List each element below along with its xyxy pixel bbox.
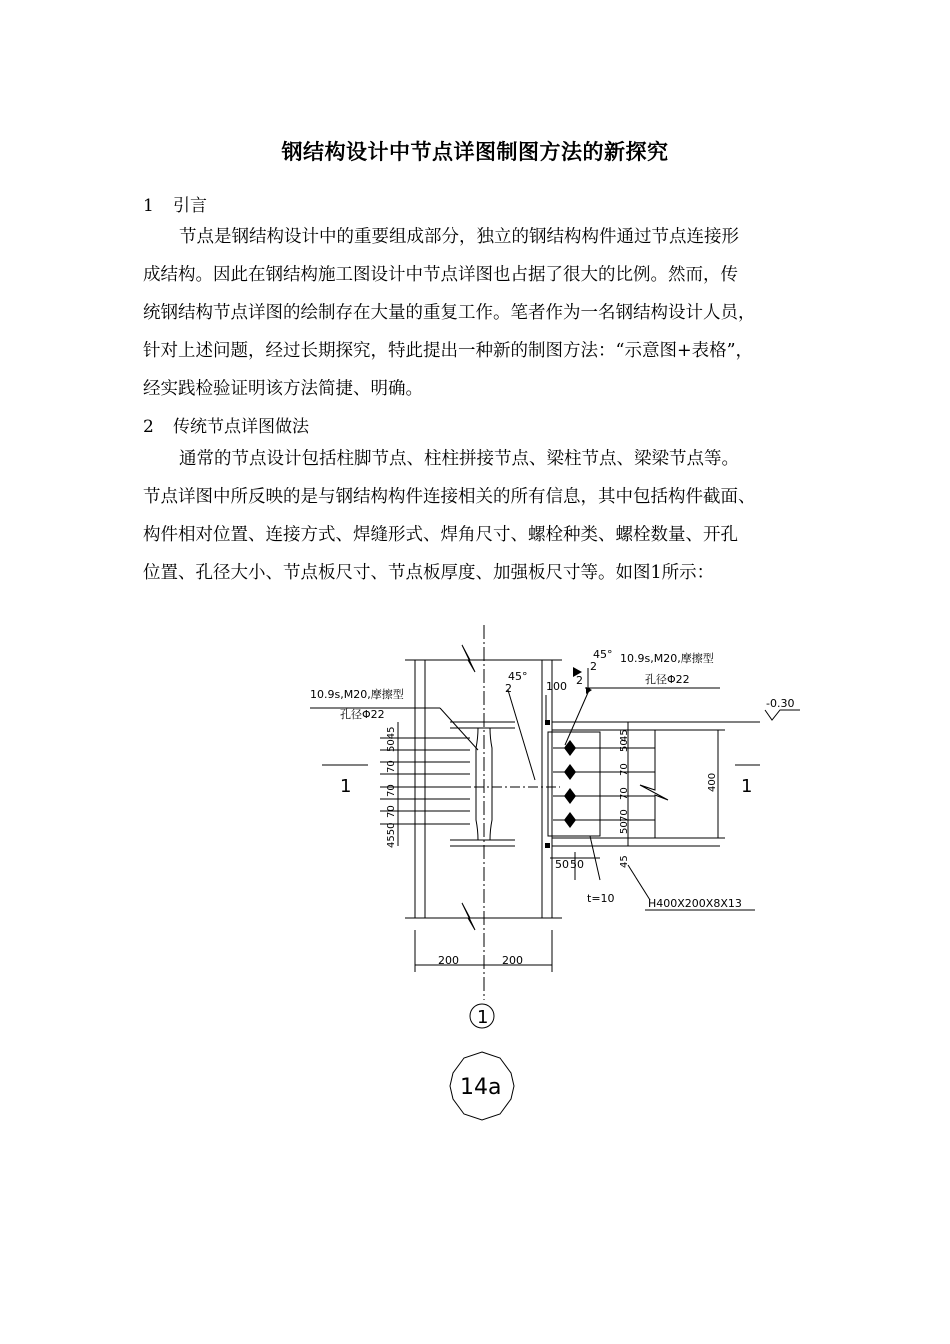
section-number: 1	[143, 196, 154, 216]
dim-200b: 200	[502, 954, 523, 967]
paragraph-line: 针对上述问题，经过长期探究，特此提出一种新的制图方法：“示意图+表格”，	[143, 341, 754, 361]
dim-200a: 200	[438, 954, 459, 967]
section-mark-left: 1	[340, 776, 352, 797]
dim-right-50b: 50	[619, 821, 630, 834]
weld-angle-2: 45°	[593, 648, 613, 661]
bolt-note-right: 10.9s,M20,摩擦型	[620, 652, 714, 665]
bolt-symbols	[564, 740, 576, 828]
dim-4550: 4550	[386, 822, 397, 848]
weld-mark-icon	[545, 720, 550, 725]
weld-size-2: 2	[590, 660, 597, 673]
dim-right-45-bot: 45	[619, 855, 630, 868]
section-title: 引言	[173, 196, 207, 216]
axis-label: 1	[477, 1007, 489, 1028]
paragraph-line: 构件相对位置、连接方式、焊缝形式、焊角尺寸、螺栓种类、螺栓数量、开孔	[143, 525, 738, 545]
bolt-icon	[564, 788, 576, 804]
paragraph-line: 节点详图中所反映的是与钢结构构件连接相关的所有信息，其中包括构件截面、	[143, 487, 756, 507]
weld-size-1: 2	[505, 682, 512, 695]
paper-title: 钢结构设计中节点详图制图方法的新探究	[281, 139, 669, 164]
dim-right-45-top: 45	[619, 729, 630, 742]
dim-right-70a: 70	[619, 763, 630, 776]
hole-note-left: 孔径Φ22	[340, 708, 385, 721]
beam-break-line	[640, 730, 668, 838]
weld-angle-1: 45°	[508, 670, 528, 683]
weld-mark-icon-2	[545, 843, 550, 848]
stub-web-left	[476, 728, 478, 840]
elevation-mark	[765, 710, 800, 720]
beam-section: H400X200X8X13	[648, 897, 742, 910]
paragraph-line: 通常的节点设计包括柱脚节点、柱柱拼接节点、梁柱节点、梁梁节点等。	[179, 449, 739, 469]
dim-right-70b: 70	[619, 787, 630, 800]
dim-50b: 50	[570, 858, 584, 871]
section-number: 2	[143, 417, 154, 437]
bolt-icon	[564, 812, 576, 828]
hole-note-right: 孔径Φ22	[645, 673, 690, 686]
dim-left-70a: 70	[386, 760, 397, 773]
beam-depth-dim: 400	[707, 772, 718, 792]
bolt-icon	[564, 764, 576, 780]
dim-left-70b: 70	[386, 784, 397, 797]
dim-50a: 50	[555, 858, 569, 871]
paragraph-line: 节点是钢结构设计中的重要组成部分，独立的钢结构构件通过节点连接形	[179, 227, 739, 247]
paragraph-line: 成结构。因此在钢结构施工图设计中节点详图也占据了很大的比例。然而，传	[143, 265, 738, 285]
section-mark-right: 1	[741, 776, 753, 797]
paragraph-line: 位置、孔径大小、节点板尺寸、节点板厚度、加强板尺寸等。如图1所示：	[143, 563, 715, 583]
dim-100: 100	[546, 680, 567, 693]
paragraph-line: 经实践检验证明该方法简捷、明确。	[143, 379, 423, 399]
bolt-note-left: 10.9s,M20,摩擦型	[310, 688, 404, 701]
elevation-label: -0.30	[766, 697, 795, 710]
plate-thickness: t=10	[587, 892, 615, 905]
dim-right-50a: 50	[619, 739, 630, 752]
section-title: 传统节点详图做法	[173, 417, 309, 437]
dim-left-70c: 70	[386, 805, 397, 818]
dim-right-70c: 70	[619, 809, 630, 822]
weld-size-3: 2	[576, 674, 583, 687]
detail-label: 14a	[460, 1075, 502, 1100]
dim-5045: 5045	[386, 726, 397, 752]
stub-web-right	[490, 728, 492, 840]
paragraph-line: 统钢结构节点详图的绘制存在大量的重复工作。笔者作为一名钢结构设计人员，	[143, 303, 756, 323]
